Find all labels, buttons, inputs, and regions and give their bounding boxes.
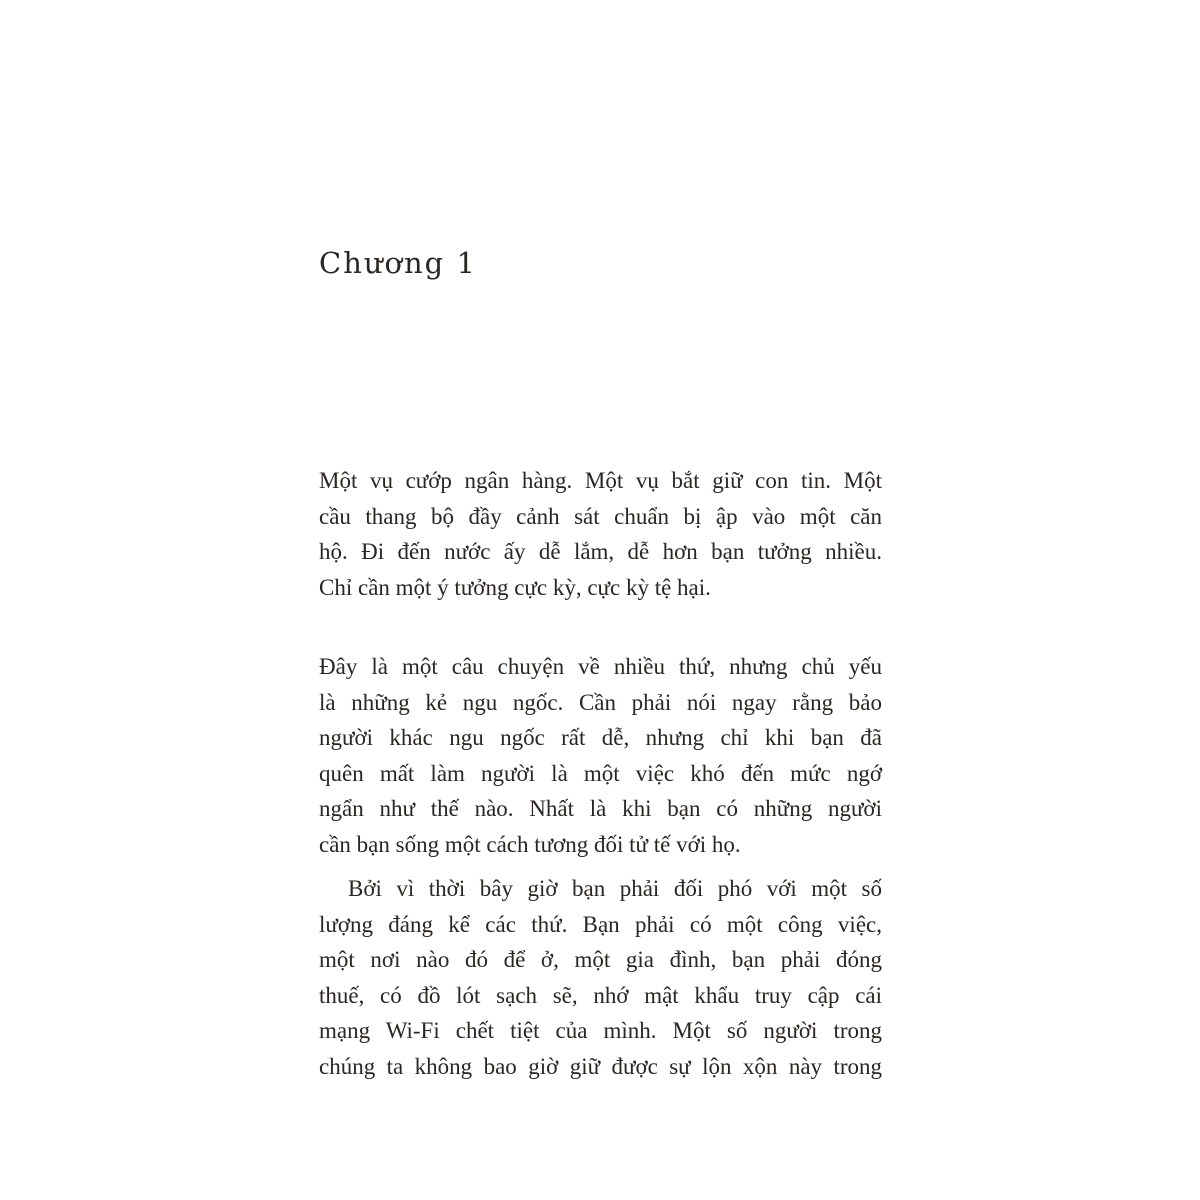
text-line: Đây là một câu chuyện về nhiều thứ, nhưng chủ yếu xyxy=(319,654,882,679)
text-line: cần bạn sống một cách tương đối tử tế với họ. xyxy=(319,831,741,857)
text-line: chúng ta không bao giờ giữ được sự lộn xộn này trong xyxy=(319,1053,882,1079)
text-line: thuế, có đồ lót sạch sẽ, nhớ mật khẩu truy cập cái xyxy=(319,982,882,1008)
text-line: ngẩn như thế nào. Nhất là khi bạn có những người xyxy=(319,796,882,821)
text-line: cầu thang bộ đầy cảnh sát chuẩn bị ập vào một căn xyxy=(319,503,882,529)
text-line: lượng đáng kể các thứ. Bạn phải có một công việc, xyxy=(319,911,882,937)
paragraph-1 xyxy=(319,463,882,605)
text-line: hộ. Đi đến nước ấy dễ lắm, dễ hơn bạn tưởng nhiều. xyxy=(319,539,882,564)
chapter-title: Chương 1 xyxy=(319,246,477,280)
text-line: Chỉ cần một ý tưởng cực kỳ, cực kỳ tệ hại. xyxy=(319,574,711,600)
text-line: là những kẻ ngu ngốc. Cần phải nói ngay rằng bảo xyxy=(319,689,882,715)
text-line: Bởi vì thời bây giờ bạn phải đối phó với một số xyxy=(348,876,882,901)
text-line: mạng Wi-Fi chết tiệt của mình. Một số người trong xyxy=(319,1018,882,1043)
text-line: một nơi nào đó để ở, một gia đình, bạn phải đóng xyxy=(319,947,882,972)
text-line: quên mất làm người là một việc khó đến mức ngớ xyxy=(319,760,882,786)
paragraph-2 xyxy=(319,649,882,862)
text-line: Một vụ cướp ngân hàng. Một vụ bắt giữ con tin. Một xyxy=(319,468,882,493)
paragraph-3 xyxy=(319,871,882,1084)
text-line: người khác ngu ngốc rất dễ, nhưng chỉ khi bạn đã xyxy=(319,725,882,750)
